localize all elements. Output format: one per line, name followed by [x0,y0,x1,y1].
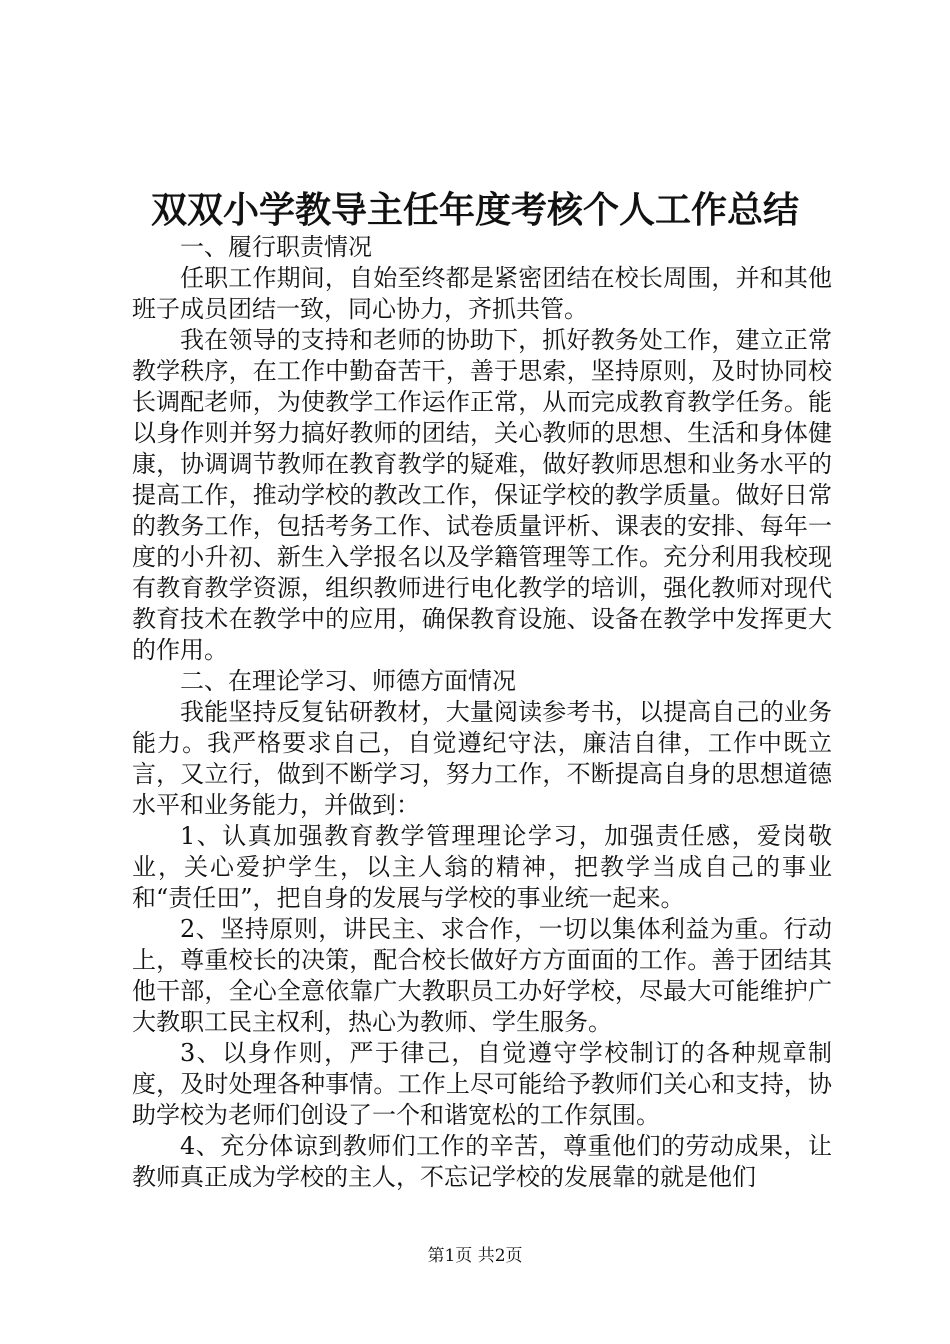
list-item-1: 1、认真加强教育教学管理理论学习，加强责任感，爱岗敬业，关心爱护学生，以主人翁的精神，把教学当成自己的事业和“责任田”，把自身的发展与学校的事业统一起来。 [132,822,832,912]
paragraph: 我在领导的支持和老师的协助下，抓好教务处工作，建立正常教学秩序，在工作中勤奋苦干，善于思索，坚持原则，及时协同校长调配老师，为使教学工作运作正常，从而完成教育教学任务。能以身作则并努力搞好教师的团结，关心教师的思想、生活和身体健康，协调调节教师在教育教学的疑难，做好教师思想和业务水平的提高工作，推动学校的教改工作，保证学校的教学质量。做好日常的教务工作，包括考务工作、试卷质量评析、课表的安排、每年一度的小升初、新生入学报名以及学籍管理等工作。充分利用我校现有教育教学资源，组织教师进行电化教学的培训，强化教师对现代教育技术在教学中的应用，确保教育设施、设备在教学中发挥更大的作用。 [132,326,832,664]
paragraph: 我能坚持反复钻研教材，大量阅读参考书，以提高自己的业务能力。我严格要求自己，自觉遵纪守法，廉洁自律，工作中既立言，又立行，做到不断学习，努力工作，不断提高自身的思想道德水平和业务能力，并做到： [132,698,832,819]
list-item-3: 3、以身作则，严于律己，自觉遵守学校制订的各种规章制度，及时处理各种事情。工作上尽可能给予教师们关心和支持，协助学校为老师们创设了一个和谐宽松的工作氛围。 [132,1039,832,1129]
document-title: 双双小学教导主任年度考核个人工作总结 [150,189,799,231]
document-body [132,232,832,1193]
page-number-footer: 第1页 共2页 [427,1246,523,1266]
list-item-4: 4、充分体谅到教师们工作的辛苦，尊重他们的劳动成果，让教师真正成为学校的主人，不忘记学校的发展靠的就是他们 [132,1132,832,1191]
paragraph: 任职工作期间，自始至终都是紧密团结在校长周围，并和其他班子成员团结一致，同心协力，齐抓共管。 [132,264,832,323]
section-heading-2: 二、在理论学习、师德方面情况 [180,667,516,695]
section-heading-1: 一、履行职责情况 [180,233,372,261]
list-item-2: 2、坚持原则，讲民主、求合作，一切以集体利益为重。行动上，尊重校长的决策，配合校长做好方方面面的工作。善于团结其他干部，全心全意依靠广大教职员工办好学校，尽最大可能维护广大教职工民主权利，热心为教师、学生服务。 [132,915,832,1036]
